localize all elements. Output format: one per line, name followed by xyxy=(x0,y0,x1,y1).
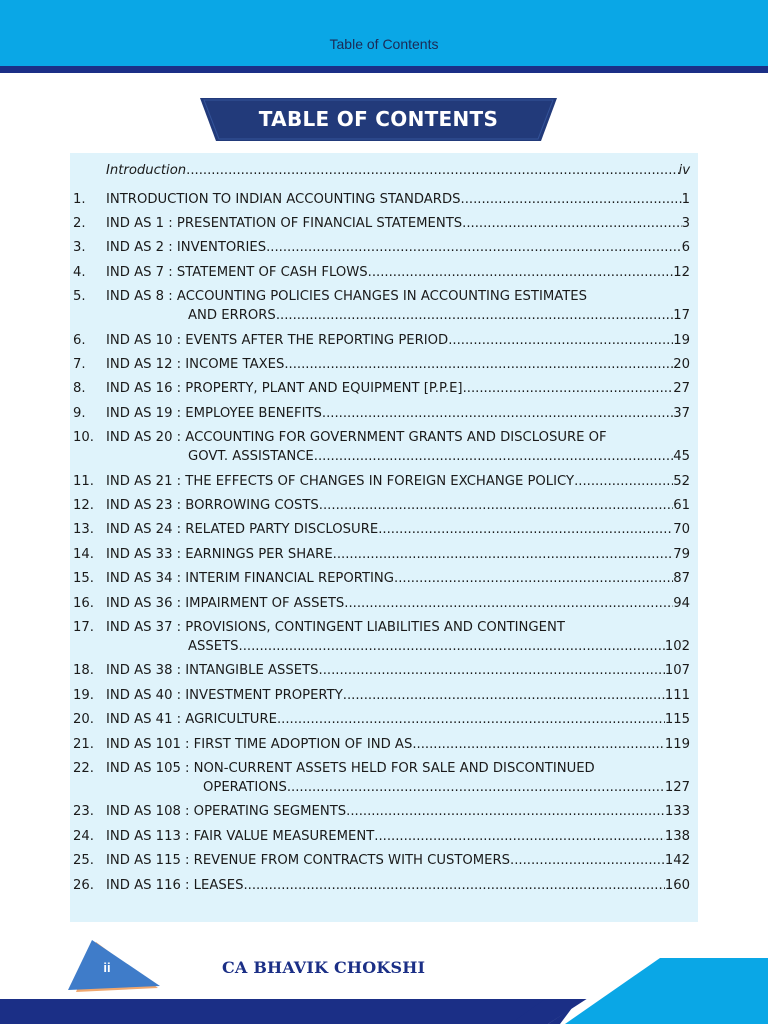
footer-graphic xyxy=(0,930,768,1024)
toc-entry-number: 26. xyxy=(73,877,94,893)
footer-corner-accent xyxy=(565,958,768,1024)
toc-entry[interactable] xyxy=(70,545,698,564)
dot-leader xyxy=(314,447,673,466)
toc-entry[interactable] xyxy=(70,710,698,729)
toc-entry-title: Introduction xyxy=(106,163,187,178)
dot-leader xyxy=(266,238,682,257)
toc-entry-number: 14. xyxy=(73,546,94,562)
toc-entry-number: 5. xyxy=(73,289,86,305)
toc-entry-title: IND AS 20 : ACCOUNTING FOR GOVERNMENT GRANTS AND DISCLOSURE OF xyxy=(106,430,607,446)
header-band xyxy=(0,0,768,66)
toc-entry-number: 11. xyxy=(73,473,94,489)
toc-entry-title: IND AS 16 : PROPERTY, PLANT AND EQUIPMENT [P.P.E] xyxy=(106,381,463,397)
toc-entry[interactable] xyxy=(70,404,698,423)
toc-entry-page: 79 xyxy=(673,546,690,562)
toc-entry-line xyxy=(106,472,690,491)
toc-entry-number: 18. xyxy=(73,663,94,679)
toc-entry-line xyxy=(106,618,690,637)
toc-entry[interactable] xyxy=(70,214,698,233)
toc-entry-page: 3 xyxy=(681,215,690,231)
toc-entry-page: 6 xyxy=(681,240,690,256)
toc-entry-number: 19. xyxy=(73,687,94,703)
dot-leader xyxy=(394,569,673,588)
toc-entry-line xyxy=(106,851,690,870)
dot-leader xyxy=(374,827,665,846)
dot-leader xyxy=(412,735,665,754)
toc-entry[interactable] xyxy=(70,238,698,257)
toc-entry-page: 1 xyxy=(681,191,690,207)
toc-entry-line xyxy=(106,876,690,895)
author-name: CA BHAVIK CHOKSHI xyxy=(222,958,426,977)
toc-entry-title: IND AS 105 : NON-CURRENT ASSETS HELD FOR SALE AND DISCONTINUED xyxy=(106,760,595,776)
dot-leader xyxy=(461,190,682,209)
toc-entry-number: 2. xyxy=(73,215,86,231)
toc-entry-page: 61 xyxy=(673,497,690,513)
toc-entry-page: 102 xyxy=(664,638,690,654)
dot-leader xyxy=(239,637,665,656)
toc-entry-title: IND AS 10 : EVENTS AFTER THE REPORTING PERIOD xyxy=(106,332,449,348)
toc-entry-title: IND AS 2 : INVENTORIES xyxy=(106,240,267,256)
toc-entry-title: AND ERRORS xyxy=(188,308,276,324)
toc-entry-page: 119 xyxy=(664,736,690,752)
toc-entry[interactable] xyxy=(70,569,698,588)
toc-entry-title: IND AS 34 : INTERIM FINANCIAL REPORTING xyxy=(106,571,394,587)
dot-leader xyxy=(462,214,681,233)
dot-leader xyxy=(319,661,665,680)
toc-entry-title: IND AS 108 : OPERATING SEGMENTS xyxy=(106,804,347,820)
dot-leader xyxy=(186,161,678,180)
toc-entry-number: 24. xyxy=(73,828,94,844)
toc-entry-page: 107 xyxy=(664,663,690,679)
toc-entry[interactable] xyxy=(70,802,698,821)
toc-entry-title: GOVT. ASSISTANCE xyxy=(188,449,314,465)
toc-entry-title: IND AS 8 : ACCOUNTING POLICIES CHANGES IN ACCOUNTING ESTIMATES xyxy=(106,289,587,305)
toc-entry[interactable] xyxy=(70,594,698,613)
toc-entry-title: IND AS 1 : PRESENTATION OF FINANCIAL STATEMENTS xyxy=(106,215,463,231)
toc-entry-number: 16. xyxy=(73,595,94,611)
dot-leader xyxy=(322,404,673,423)
toc-entry-number: 10. xyxy=(73,430,94,446)
toc-entry-number: 3. xyxy=(73,240,86,256)
toc-entry-title: IND AS 33 : EARNINGS PER SHARE xyxy=(106,546,333,562)
toc-entry-number: 25. xyxy=(73,853,94,869)
toc-entry[interactable] xyxy=(70,496,698,515)
dot-leader xyxy=(276,306,673,325)
toc-entry-line xyxy=(106,161,690,180)
toc-entry-number: 15. xyxy=(73,571,94,587)
toc-entry-title: IND AS 38 : INTANGIBLE ASSETS xyxy=(106,663,319,679)
toc-entry-page: 111 xyxy=(664,687,690,703)
toc-entry[interactable] xyxy=(70,379,698,398)
dot-leader xyxy=(343,686,665,705)
header-stripe xyxy=(0,66,768,73)
toc-entry-line xyxy=(106,379,690,398)
toc-entry-line xyxy=(106,686,690,705)
toc-entry-page: 52 xyxy=(673,473,690,489)
toc-entry-title: IND AS 40 : INVESTMENT PROPERTY xyxy=(106,687,343,703)
toc-entry-page: 19 xyxy=(673,332,690,348)
toc-entry-title: IND AS 21 : THE EFFECTS OF CHANGES IN FOREIGN EXCHANGE POLICY xyxy=(106,473,575,489)
toc-entry-number: 13. xyxy=(73,522,94,538)
toc-entry-title: IND AS 115 : REVENUE FROM CONTRACTS WITH CUSTOMERS xyxy=(106,853,511,869)
toc-entry-title: ASSETS xyxy=(188,638,239,654)
toc-entry-title: IND AS 116 : LEASES xyxy=(106,877,244,893)
dot-leader xyxy=(368,263,674,282)
toc-entry-line xyxy=(188,447,690,466)
toc-entry-line xyxy=(106,404,690,423)
dot-leader xyxy=(284,355,673,374)
dot-leader xyxy=(344,594,673,613)
toc-entry[interactable] xyxy=(70,190,698,209)
dot-leader xyxy=(574,472,673,491)
toc-entry-title: IND AS 12 : INCOME TAXES xyxy=(106,356,285,372)
toc-entry-line xyxy=(106,238,690,257)
toc-entry-page: 87 xyxy=(673,571,690,587)
toc-entry-title: IND AS 23 : BORROWING COSTS xyxy=(106,497,319,513)
dot-leader xyxy=(448,331,673,350)
toc-entry-number: 12. xyxy=(73,497,94,513)
toc-entry[interactable] xyxy=(70,355,698,374)
toc-entry[interactable] xyxy=(70,263,698,282)
dot-leader xyxy=(463,379,674,398)
toc-entry-line xyxy=(106,520,690,539)
toc-intro-row[interactable] xyxy=(70,161,698,180)
toc-entry-line xyxy=(106,735,690,754)
toc-entry-number: 23. xyxy=(73,804,94,820)
toc-entry[interactable] xyxy=(70,472,698,491)
toc-entry-page: 12 xyxy=(673,264,690,280)
toc-entry-page: 20 xyxy=(673,356,690,372)
toc-entry-line xyxy=(106,569,690,588)
toc-entry[interactable] xyxy=(70,686,698,705)
toc-entry-line xyxy=(106,428,690,447)
toc-entry-number: 9. xyxy=(73,405,86,421)
dot-leader xyxy=(287,778,665,797)
toc-entry-page: 70 xyxy=(673,522,690,538)
toc-entry-line xyxy=(106,827,690,846)
dot-leader xyxy=(333,545,674,564)
dot-leader xyxy=(510,851,665,870)
toc-entry-number: 7. xyxy=(73,356,86,372)
toc-entry-line xyxy=(106,190,690,209)
toc-entry-line xyxy=(106,331,690,350)
toc-entry-page: 17 xyxy=(673,308,690,324)
toc-entry-page: 115 xyxy=(664,712,690,728)
toc-entry-line xyxy=(106,759,690,778)
toc-entry[interactable] xyxy=(70,287,698,325)
running-title: Table of Contents xyxy=(329,36,439,52)
toc-entry-line xyxy=(106,594,690,613)
toc-entry-title: IND AS 37 : PROVISIONS, CONTINGENT LIABILITIES AND CONTINGENT xyxy=(106,619,565,635)
page-number: ii xyxy=(103,960,111,975)
toc-entry-page: 45 xyxy=(673,449,690,465)
toc-entry-line xyxy=(188,637,690,656)
toc-entry-page: 27 xyxy=(673,381,690,397)
toc-entry-number: 22. xyxy=(73,760,94,776)
toc-entry[interactable] xyxy=(70,851,698,870)
toc-entry[interactable] xyxy=(70,618,698,656)
dot-leader xyxy=(346,802,665,821)
title-banner xyxy=(200,98,557,141)
toc-entry-line xyxy=(106,545,690,564)
toc-entry-title: INTRODUCTION TO INDIAN ACCOUNTING STANDARDS xyxy=(106,191,461,207)
toc-entry-title: IND AS 113 : FAIR VALUE MEASUREMENT xyxy=(106,828,375,844)
toc-entry-title: IND AS 101 : FIRST TIME ADOPTION OF IND AS xyxy=(106,736,413,752)
toc-entry-line xyxy=(188,306,690,325)
dot-leader xyxy=(378,520,673,539)
toc-entry-number: 8. xyxy=(73,381,86,397)
toc-entry-title: OPERATIONS xyxy=(203,779,287,795)
toc-entry-line xyxy=(106,355,690,374)
toc-entry-title: IND AS 36 : IMPAIRMENT OF ASSETS xyxy=(106,595,345,611)
toc-entry-page: 37 xyxy=(673,405,690,421)
dot-leader xyxy=(277,710,665,729)
toc-entry-line xyxy=(106,661,690,680)
toc-entry[interactable] xyxy=(70,428,698,466)
toc-entry-number: 20. xyxy=(73,712,94,728)
toc-entry-page: 160 xyxy=(664,877,690,893)
dot-leader xyxy=(319,496,673,515)
toc-entry-title: IND AS 24 : RELATED PARTY DISCLOSURE xyxy=(106,522,379,538)
toc-entry-line xyxy=(106,802,690,821)
toc-entry-number: 6. xyxy=(73,332,86,348)
toc-entry-line xyxy=(106,263,690,282)
toc-entry[interactable] xyxy=(70,827,698,846)
toc-entry-line xyxy=(106,287,690,306)
toc-entry-line xyxy=(106,710,690,729)
dot-leader xyxy=(243,876,664,895)
page-title: TABLE OF CONTENTS xyxy=(258,107,499,131)
toc-entry-page: 127 xyxy=(664,779,690,795)
toc-entry-page: 138 xyxy=(664,828,690,844)
toc-entry-line xyxy=(106,214,690,233)
toc-entry-page: 142 xyxy=(664,853,690,869)
toc-entry[interactable] xyxy=(70,759,698,797)
toc-entry-page: 94 xyxy=(673,595,690,611)
toc-entry-line xyxy=(106,496,690,515)
toc-entry[interactable] xyxy=(70,520,698,539)
toc-entry-number: 1. xyxy=(73,191,86,207)
toc-entry[interactable] xyxy=(70,661,698,680)
toc-entry-number: 4. xyxy=(73,264,86,280)
toc-entry[interactable] xyxy=(70,331,698,350)
toc-entry-line xyxy=(203,778,690,797)
toc-entry-title: IND AS 41 : AGRICULTURE xyxy=(106,712,277,728)
toc-entry-title: IND AS 7 : STATEMENT OF CASH FLOWS xyxy=(106,264,368,280)
toc-entry-number: 21. xyxy=(73,736,94,752)
toc-entry[interactable] xyxy=(70,876,698,895)
toc-entry-page: 133 xyxy=(664,804,690,820)
toc-entry[interactable] xyxy=(70,735,698,754)
toc-entry-page: iv xyxy=(678,163,690,178)
toc-entry-title: IND AS 19 : EMPLOYEE BENEFITS xyxy=(106,405,322,421)
toc-entry-number: 17. xyxy=(73,619,94,635)
